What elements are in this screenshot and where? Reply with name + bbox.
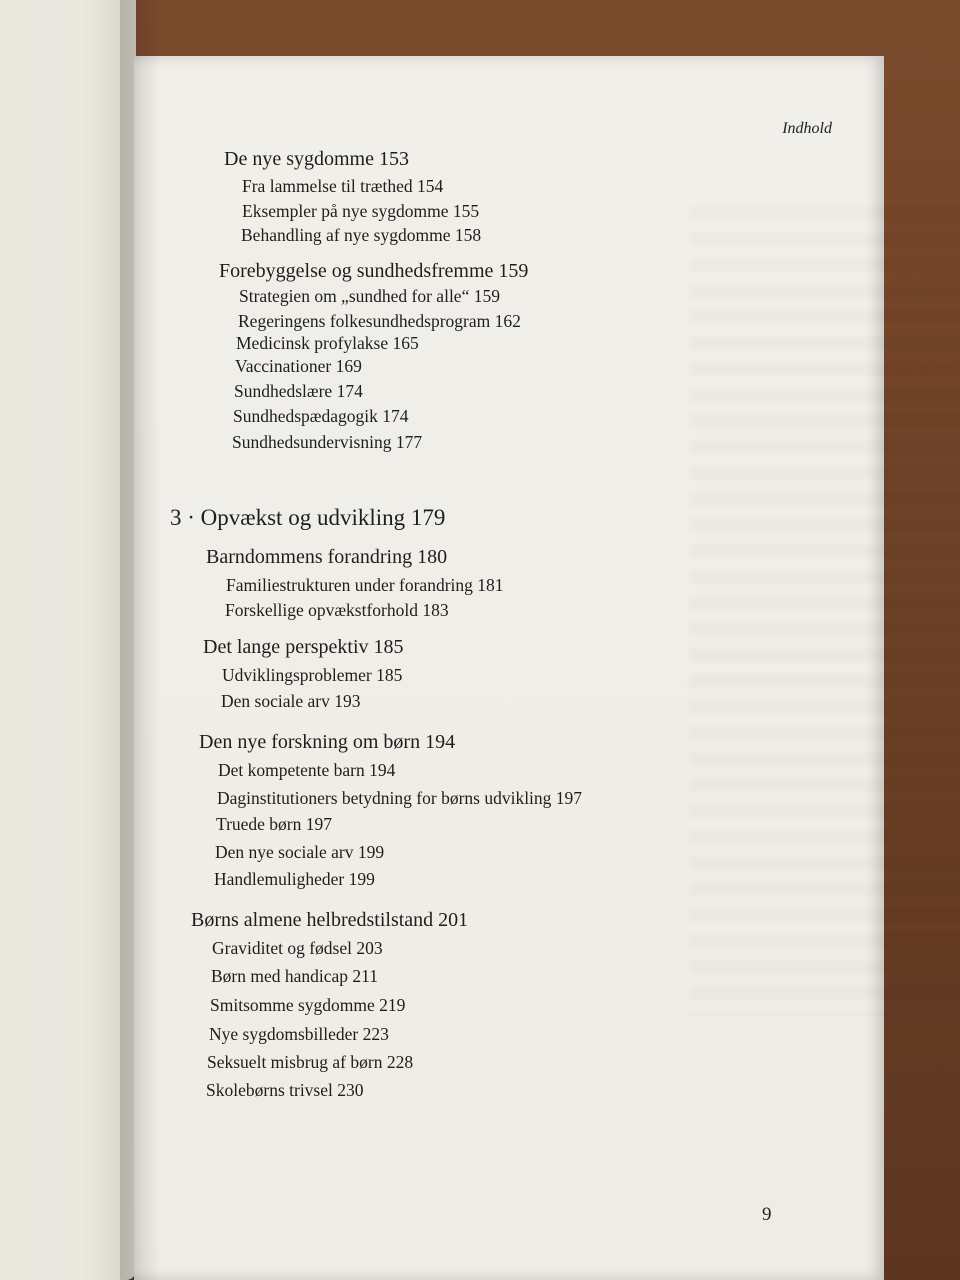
toc-subsection: Seksuelt misbrug af børn 228 <box>207 1052 414 1072</box>
toc-section: Barndommens forandring 180 <box>206 546 448 568</box>
toc-subsection: Regeringens folkesundhedsprogram 162 <box>238 311 521 331</box>
toc-subsection: Den nye sociale arv 199 <box>215 842 385 862</box>
toc-subsection: Sundhedsundervisning 177 <box>232 432 423 452</box>
toc-section: Den nye forskning om børn 194 <box>199 731 456 753</box>
toc-subsection: Børn med handicap 211 <box>211 966 379 986</box>
toc-subsection: Fra lammelse til træthed 154 <box>242 176 444 196</box>
toc-subsection: Smitsomme sygdomme 219 <box>210 995 406 1015</box>
toc-subsection: Truede børn 197 <box>216 814 333 834</box>
toc-section: De nye sygdomme 153 <box>224 148 409 170</box>
toc-subsection: Daginstitutioners betydning for børns udvikling 197 <box>217 788 583 808</box>
running-head: Indhold <box>782 120 832 137</box>
toc-subsection: Behandling af nye sygdomme 158 <box>241 225 482 245</box>
toc-section: Det lange perspektiv 185 <box>203 636 404 658</box>
page-number: 9 <box>762 1204 772 1225</box>
toc-subsection: Nye sygdomsbilleder 223 <box>209 1024 389 1044</box>
toc-subsection: Sundhedspædagogik 174 <box>233 406 409 426</box>
toc-subsection: Vaccinationer 169 <box>235 356 362 376</box>
toc-section: Forebyggelse og sundhedsfremme 159 <box>219 260 529 282</box>
toc-subsection: Forskellige opvækstforhold 183 <box>225 600 449 620</box>
toc-subsection: Eksempler på nye sygdomme 155 <box>242 201 480 221</box>
toc-subsection: Medicinsk profylakse 165 <box>236 333 419 353</box>
toc-subsection: Sundhedslære 174 <box>234 381 363 401</box>
toc-subsection: Handlemuligheder 199 <box>214 869 375 889</box>
toc-subsection: Graviditet og fødsel 203 <box>212 938 383 958</box>
toc-chapter: 3 · Opvækst og udvikling 179 <box>170 505 446 530</box>
toc-section: Børns almene helbredstilstand 201 <box>191 909 469 931</box>
toc-subsection: Udviklingsproblemer 185 <box>222 665 403 685</box>
toc-subsection: Skolebørns trivsel 230 <box>206 1080 364 1100</box>
toc-subsection: Strategien om „sundhed for alle“ 159 <box>239 286 500 306</box>
toc-subsection: Det kompetente barn 194 <box>218 760 396 780</box>
toc-subsection: Den sociale arv 193 <box>221 691 361 711</box>
toc-subsection: Familiestrukturen under forandring 181 <box>226 575 504 595</box>
